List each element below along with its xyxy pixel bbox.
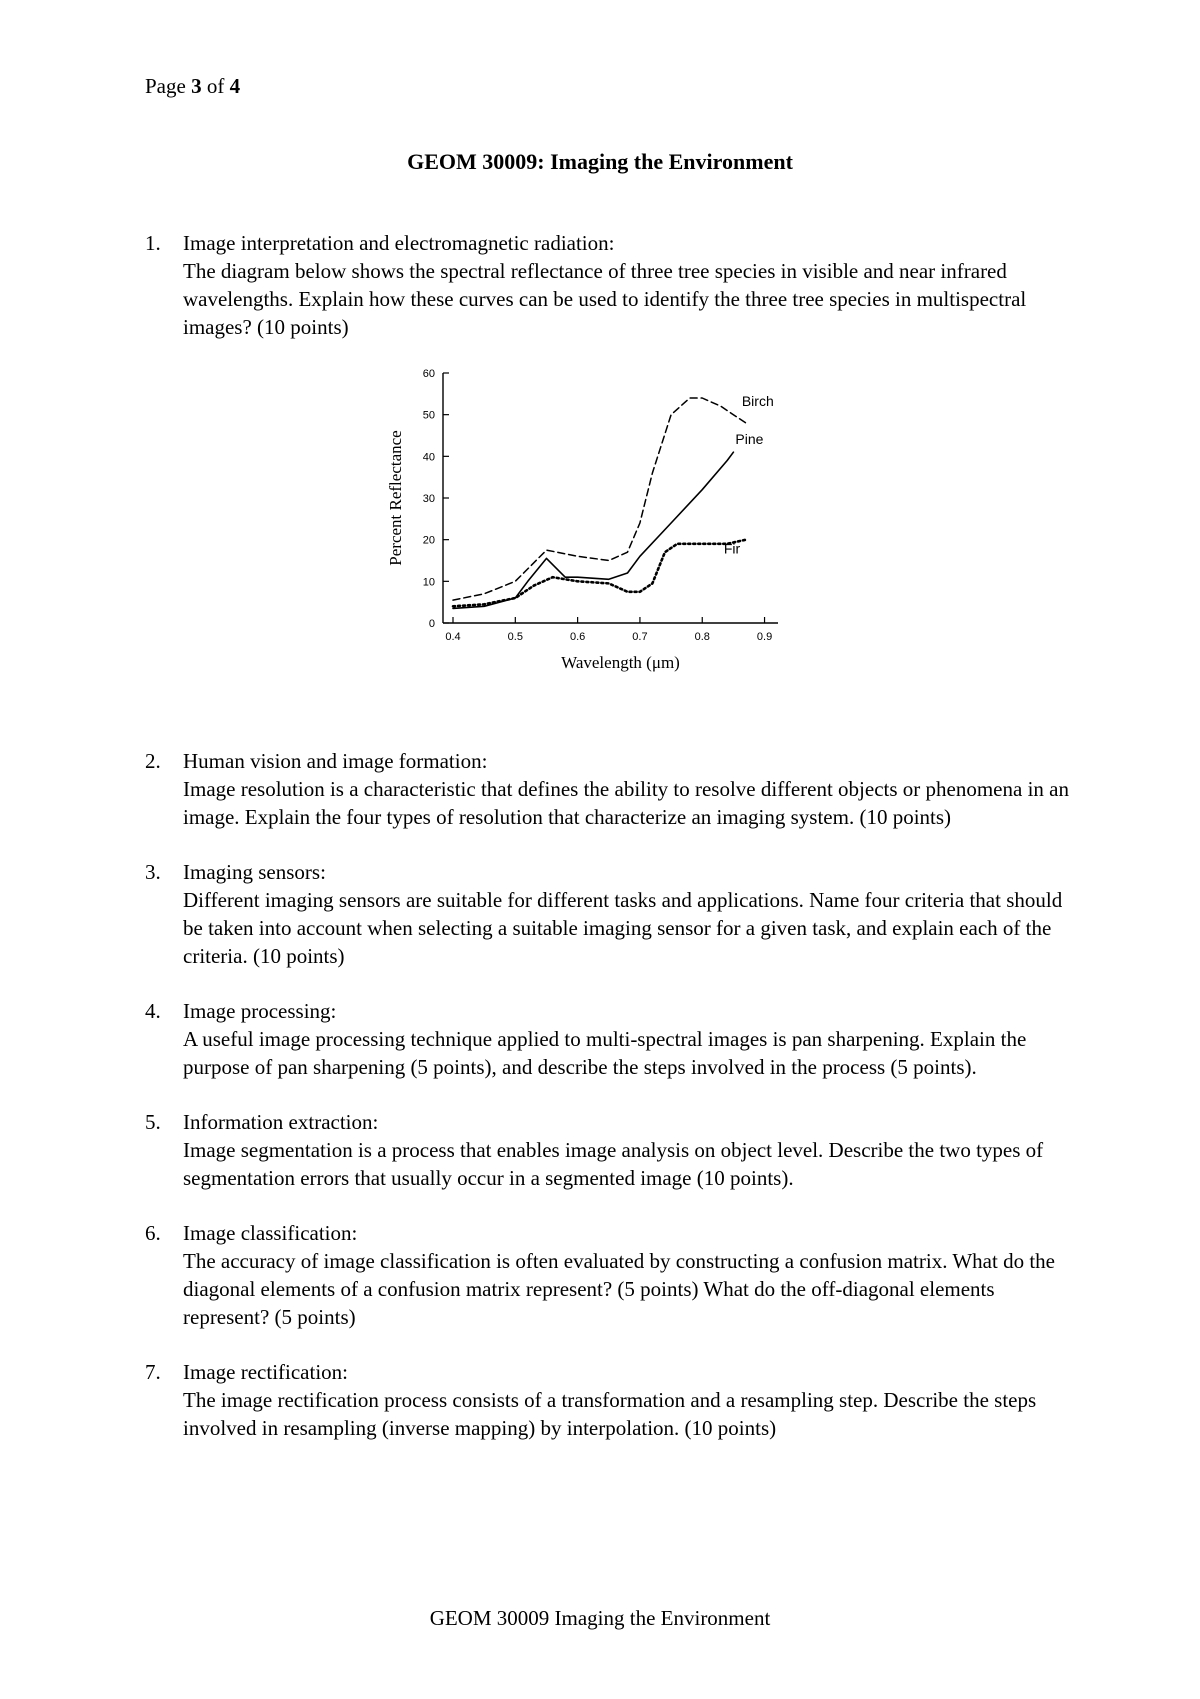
question-text: The image rectification process consists of a transformation and a resampling step. Describe the steps involved in resampling (inverse mapping) by interpolation. (10 points) — [183, 1388, 1037, 1440]
question-number: 5. — [145, 1110, 161, 1134]
y-tick-label: 30 — [422, 493, 435, 505]
question-title: Image processing: — [183, 999, 337, 1023]
x-tick-label: 0.9 — [756, 631, 773, 643]
y-tick-label: 50 — [422, 409, 435, 422]
y-tick-label: 0 — [428, 618, 435, 630]
chart-labels — [386, 368, 774, 672]
y-axis-label: Percent Reflectance — [386, 430, 405, 566]
question-text: Different imaging sensors are suitable for different tasks and applications. Name four criteria that should be taken into account when selecting a suitable imaging sensor for a given task, and explain each of the criteria. (10 points) — [183, 888, 1063, 968]
page-prefix: Page — [145, 74, 186, 98]
series-line-pine — [453, 452, 733, 608]
chart-svg — [373, 363, 793, 723]
spectral-reflectance-chart — [373, 363, 793, 723]
question-title: Image classification: — [183, 1221, 358, 1245]
question-number: 4. — [145, 999, 161, 1023]
series-line-birch — [453, 398, 746, 600]
question-title: Image interpretation and electromagnetic radiation: — [183, 231, 615, 255]
question-number: 2. — [145, 749, 161, 773]
question-number: 3. — [145, 860, 161, 884]
page-header — [145, 74, 240, 99]
question-1 — [145, 229, 1075, 723]
page-number: 3 — [191, 74, 202, 98]
question-number: 6. — [145, 1221, 161, 1245]
question-6 — [145, 1219, 1075, 1331]
question-text: Image segmentation is a process that enables image analysis on object level. Describe the two types of segmentation errors that usually occur in a segmented image (10 points). — [183, 1138, 1044, 1190]
question-title: Imaging sensors: — [183, 860, 326, 884]
y-tick-label: 20 — [422, 534, 435, 547]
question-title: Image rectification: — [183, 1360, 348, 1384]
question-7 — [145, 1358, 1075, 1442]
question-3 — [145, 858, 1075, 970]
page-footer: GEOM 30009 Imaging the Environment — [429, 1606, 771, 1630]
page-total: 4 — [229, 74, 241, 98]
question-text: A useful image processing technique applied to multi-spectral images is pan sharpening. Explain the purpose of pan sharpening (5 points), and describe the steps involved in the process (5 points). — [183, 1027, 1027, 1079]
legend-label-pine: Pine — [735, 431, 764, 448]
question-title: Human vision and image formation: — [183, 749, 488, 773]
question-number: 1. — [145, 231, 161, 255]
x-tick-label: 0.6 — [569, 631, 586, 643]
x-tick-label: 0.5 — [507, 631, 523, 643]
chart-series — [453, 398, 746, 608]
legend-label-fir: Fir — [723, 540, 741, 557]
question-2 — [145, 747, 1075, 831]
series-line-fir — [453, 540, 746, 607]
legend-label-birch: Birch — [741, 393, 774, 409]
x-axis-label: Wavelength (μm) — [561, 653, 680, 672]
question-4 — [145, 997, 1075, 1081]
question-number: 7. — [145, 1360, 161, 1384]
question-5 — [145, 1108, 1075, 1192]
y-tick-label: 40 — [422, 451, 435, 464]
x-tick-label: 0.8 — [694, 631, 710, 643]
page-of: of — [206, 74, 225, 98]
question-text: The diagram below shows the spectral reflectance of three tree species in visible and near infrared wavelengths. Explain how these curves can be used to identify the three tree species in multispectral images? (10 points) — [183, 259, 1027, 339]
y-tick-label: 60 — [422, 368, 435, 380]
question-text: The accuracy of image classification is often evaluated by constructing a confusion matrix. What do the diagonal elements of a confusion matrix represent? (5 points) What do the off-diagonal elements represent? (5 points) — [183, 1249, 1055, 1329]
question-title: Information extraction: — [183, 1110, 379, 1134]
x-tick-label: 0.4 — [445, 631, 461, 643]
y-tick-label: 10 — [422, 576, 435, 589]
question-list — [145, 229, 1075, 1469]
question-text: Image resolution is a characteristic that defines the ability to resolve different objects or phenomena in an image. Explain the four types of resolution that characterize an imaging system. (10 points) — [183, 777, 1069, 829]
x-tick-label: 0.7 — [632, 631, 648, 643]
document-title: GEOM 30009: Imaging the Environment — [407, 149, 793, 174]
